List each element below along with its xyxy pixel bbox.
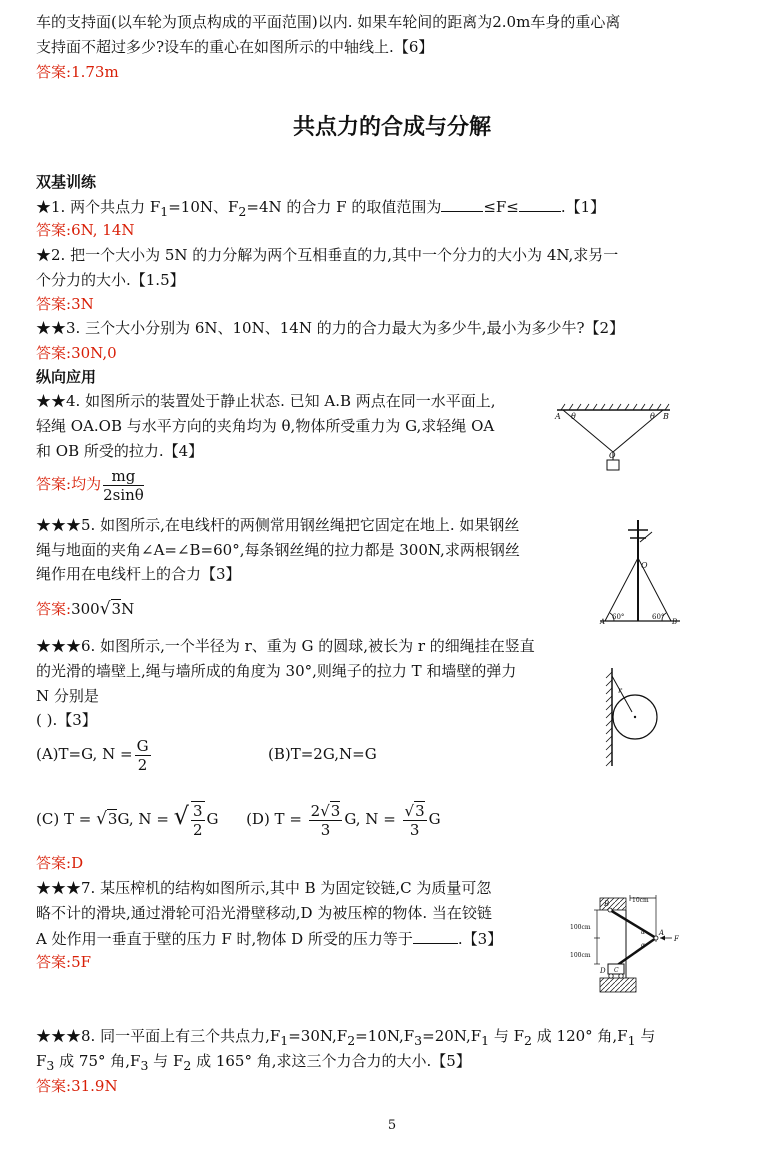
q4-fig-label-theta-left: θ <box>571 412 576 421</box>
sqrt-sign-icon: √ <box>404 801 415 820</box>
intro-answer <box>36 62 119 82</box>
q4-figure <box>555 400 675 475</box>
q8-sub: 3 <box>140 1058 149 1073</box>
q8-text: =10N,F <box>355 1027 415 1045</box>
q6-answer <box>36 853 83 873</box>
q7-fig-label-D: D <box>600 967 606 975</box>
q7-fig-label-F: F <box>674 935 679 943</box>
q5-line-3: 绳作用在电线杆上的合力【3】 <box>36 565 241 583</box>
sqrt-sign-icon: √ <box>320 801 330 820</box>
q7-answer <box>36 952 91 972</box>
answer-label: 答案: <box>36 344 72 362</box>
answer-label: 答案: <box>36 854 72 872</box>
q1-mid: ≤F≤ <box>483 198 519 216</box>
answer-label: 答案: <box>36 953 72 971</box>
q6-line-1: ★★★6. 如图所示,一个半径为 r、重为 G 的圆球,被长为 r 的细绳挂在竖直 <box>36 637 535 655</box>
q5-fig-label-angle-left: 60° <box>612 613 625 621</box>
option-d-text-b: G, N = <box>344 810 401 828</box>
answer-value: 3N <box>71 295 94 313</box>
q7-fig-label-A: A <box>659 929 665 937</box>
option-a-text: (A)T=G, N = <box>36 745 133 763</box>
option-c-text-b: G, N = <box>117 810 174 828</box>
q7-fig-label-top: 10cm <box>632 897 649 904</box>
q2-line-1: ★2. 把一个大小为 5N 的力分解为两个互相垂直的力,其中一个分力的大小为 4N,求另一 <box>36 246 619 264</box>
q1-answer <box>36 220 135 240</box>
option-d-text: (D) T = <box>246 810 307 828</box>
q5-fig-label-angle-right: 60° <box>652 613 665 621</box>
q8-text: F <box>36 1052 47 1070</box>
q6-line-2: 的光滑的墙壁上,绳与墙所成的角度为 30°,则绳子的拉力 T 和墙壁的弹力 <box>36 662 517 680</box>
q7-fig-label-C: C <box>614 967 619 974</box>
fraction-denominator: 2 <box>192 821 203 839</box>
q8-text: 与 <box>635 1027 656 1045</box>
fraction-numerator: G <box>136 736 149 755</box>
q1-blank-1[interactable] <box>441 196 483 212</box>
fraction-numerator: 3 <box>192 802 203 820</box>
fraction-denominator: 3 <box>320 820 331 839</box>
q8-text: 与 F <box>148 1052 184 1070</box>
q5-answer <box>36 597 134 621</box>
q4-fig-label-theta-right: θ <box>650 412 655 421</box>
option-c-end: G <box>206 810 219 828</box>
option-c-radicand: 3 <box>107 810 118 828</box>
fraction-numerator <box>403 802 427 821</box>
q7-line-3-end: .【3】 <box>457 930 503 948</box>
q8-sub: 1 <box>280 1033 289 1048</box>
q8-text: 成 75° 角,F <box>54 1052 141 1070</box>
fraction-denominator: 3 <box>409 820 420 839</box>
numerator-radicand: 3 <box>415 801 425 820</box>
q1-text-a: ★1. 两个共点力 F <box>36 198 161 216</box>
sqrt-sign-icon: √ <box>99 599 111 619</box>
option-d-fraction-1 <box>309 802 343 839</box>
q8-sub: 2 <box>524 1033 532 1048</box>
q7-fig-label-B: B <box>604 900 610 908</box>
answer-value: 5F <box>71 953 92 971</box>
q8-sub: 2 <box>347 1033 356 1048</box>
answer-label: 答案: <box>36 63 72 81</box>
option-d-end: G <box>428 810 441 828</box>
q1-end: .【1】 <box>560 198 606 216</box>
numerator-radicand: 3 <box>330 801 341 820</box>
q8-line-1 <box>36 1026 655 1051</box>
q7-line-3-text: A 处作用一垂直于壁的压力 F 时,物体 D 所受的压力等于 <box>36 930 413 948</box>
answer-label: 答案: <box>36 221 72 239</box>
q7-fig-label-left1: 100cm <box>570 924 591 931</box>
answer-value: 6N, 14N <box>71 221 135 239</box>
intro-line-1: 车的支持面(以车轮为顶点构成的平面范围)以内. 如果车轮间的距离为2.0m车身的重心离 <box>36 13 621 31</box>
q7-line-1: ★★★7. 某压榨机的结构如图所示,其中 B 为固定铰链,C 为质量可忽 <box>36 879 492 897</box>
answer-label: 答案: <box>36 475 72 493</box>
q8-sub: 1 <box>481 1033 490 1048</box>
intro-line-2: 支持面不超过多少?设车的重心在如图所示的中轴线上.【6】 <box>36 38 434 56</box>
sqrt-sign-icon: √ <box>96 809 107 829</box>
q5-fig-label-O: O <box>641 561 648 570</box>
section-applied: 纵向应用 <box>36 368 97 386</box>
q6-figure <box>598 668 668 768</box>
section-basic: 双基训练 <box>36 173 97 191</box>
fraction-denominator: 2 <box>137 755 148 774</box>
q8-sub: 3 <box>46 1058 55 1073</box>
q8-sub: 1 <box>627 1033 636 1048</box>
chapter-title: 共点力的合成与分解 <box>292 115 491 140</box>
q8-line-2 <box>36 1051 471 1076</box>
answer-label: 答案: <box>36 600 72 618</box>
q7-fig-label-alpha-2: α <box>641 942 646 949</box>
q3-line-1: ★★3. 三个大小分别为 6N、10N、14N 的力的合力最大为多少牛,最小为多少牛?【2】 <box>36 319 625 337</box>
fraction-numerator: mg <box>103 467 144 486</box>
option-c-fraction <box>191 801 205 839</box>
page-number: 5 <box>387 1118 397 1133</box>
q4-fig-label-B: B <box>663 412 669 421</box>
answer-coef: 300 <box>71 600 100 618</box>
answer-value: 31.9N <box>71 1077 118 1095</box>
answer-radicand: 3 <box>111 600 122 618</box>
q7-fig-label-left2: 100cm <box>570 952 591 959</box>
q1-blank-2[interactable] <box>519 196 561 212</box>
q8-text: 成 120° 角,F <box>531 1027 628 1045</box>
q8-text: =30N,F <box>288 1027 348 1045</box>
q5-fig-label-B: B <box>672 618 678 626</box>
q4-fig-label-O: O <box>609 451 616 460</box>
q8-answer <box>36 1076 118 1096</box>
fraction-denominator: 2sinθ <box>103 485 144 504</box>
answer-prefix: 均为 <box>71 475 102 493</box>
q5-line-2: 绳与地面的夹角∠A=∠B=60°,每条钢丝绳的拉力都是 300N,求两根钢丝 <box>36 541 520 559</box>
q6-line-4: ( ).【3】 <box>36 711 97 729</box>
q1-sub1: 1 <box>160 204 169 219</box>
q4-answer-fraction <box>103 467 144 504</box>
q4-fig-label-A: A <box>555 412 561 421</box>
q6-option-b: (B)T=2G,N=G <box>268 745 377 763</box>
q4-line-3: 和 OB 所受的拉力.【4】 <box>36 442 204 460</box>
answer-unit: N <box>121 600 135 618</box>
q6-line-3: N 分别是 <box>36 687 99 705</box>
q7-figure <box>570 892 682 998</box>
q1-text <box>36 196 605 222</box>
q1-text-b: =10N、F <box>168 198 239 216</box>
q5-figure <box>600 518 680 626</box>
q8-text: =20N,F <box>422 1027 482 1045</box>
q8-text: 与 F <box>489 1027 525 1045</box>
option-c-text: (C) T = <box>36 810 97 828</box>
answer-value: 1.73m <box>71 63 119 81</box>
q8-text: 成 165° 角,求这三个力合力的大小.【5】 <box>191 1052 471 1070</box>
q7-blank[interactable] <box>413 928 458 944</box>
q1-sub2: 2 <box>238 204 247 219</box>
numerator-coef: 2 <box>310 801 321 820</box>
q6-option-a <box>36 734 153 774</box>
q8-text: ★★★8. 同一平面上有三个共点力,F <box>36 1027 281 1045</box>
q5-line-1: ★★★5. 如图所示,在电线杆的两侧常用钢丝绳把它固定在地上. 如果钢丝 <box>36 516 520 534</box>
q4-line-1: ★★4. 如图所示的装置处于静止状态. 已知 A.B 两点在同一水平面上, <box>36 392 496 410</box>
q7-line-3 <box>36 928 502 949</box>
fraction-numerator <box>309 802 343 821</box>
option-a-fraction <box>135 737 151 774</box>
q4-answer <box>36 466 146 504</box>
option-d-fraction-2 <box>403 802 427 839</box>
q3-answer <box>36 343 117 363</box>
sqrt-sign-icon: √ <box>173 802 189 830</box>
q1-text-c: =4N 的合力 F 的取值范围为 <box>246 198 442 216</box>
q2-answer <box>36 294 94 314</box>
q5-fig-label-A: A <box>600 618 606 626</box>
q7-line-2: 略不计的滑块,通过滑轮可沿光滑壁移动,D 为被压榨的物体. 当在铰链 <box>36 904 492 922</box>
q6-fig-label-r: r <box>618 686 622 695</box>
q8-sub: 3 <box>414 1033 423 1048</box>
q7-fig-label-alpha-1: α <box>641 929 646 936</box>
answer-label: 答案: <box>36 1077 72 1095</box>
answer-value: 30N,0 <box>71 344 117 362</box>
answer-label: 答案: <box>36 295 72 313</box>
q2-line-2: 个分力的大小.【1.5】 <box>36 271 185 289</box>
q8-sub: 2 <box>183 1058 192 1073</box>
answer-value: D <box>71 854 84 872</box>
q4-line-2: 轻绳 OA.OB 与水平方向的夹角均为 θ,物体所受重力为 G,求轻绳 OA <box>36 417 495 435</box>
q6-option-c <box>36 796 441 839</box>
